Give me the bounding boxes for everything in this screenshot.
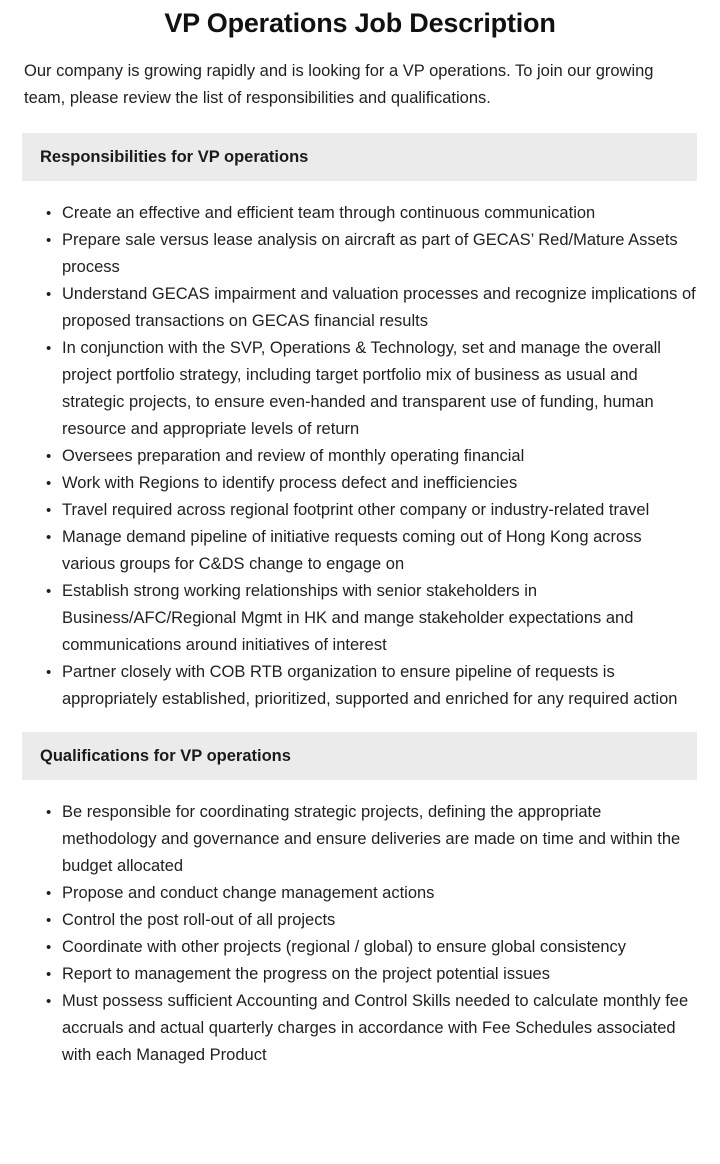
section-responsibilities	[0, 133, 720, 713]
section-header-qualifications	[22, 732, 697, 780]
qualifications-list	[0, 780, 720, 1069]
list-item: • Report to management the progress on the project potential issues	[46, 961, 696, 988]
section-qualifications	[0, 732, 720, 1069]
list-item: • Control the post roll-out of all projects	[46, 907, 696, 934]
section-header-responsibilities	[22, 133, 697, 181]
list-item: • Work with Regions to identify process defect and inefficiencies	[46, 470, 696, 497]
list-item: • Oversees preparation and review of monthly operating financial	[46, 443, 696, 470]
list-item: • Manage demand pipeline of initiative requests coming out of Hong Kong across various groups for C&DS change to engage on	[46, 524, 696, 578]
intro-paragraph: Our company is growing rapidly and is looking for a VP operations. To join our growing team, please review the list of responsibilities and qualifications.	[24, 62, 654, 107]
list-item: • Understand GECAS impairment and valuation processes and recognize implications of proposed transactions on GECAS financial results	[46, 281, 696, 335]
section-heading-label: Qualifications for VP operations	[40, 747, 291, 765]
list-item: • Be responsible for coordinating strategic projects, defining the appropriate methodology and governance and ensure deliveries are made on time and within the budget allocated	[46, 799, 696, 880]
list-item: • Prepare sale versus lease analysis on aircraft as part of GECAS’ Red/Mature Assets process	[46, 227, 696, 281]
section-heading-label: Responsibilities for VP operations	[40, 148, 309, 166]
responsibilities-list	[0, 181, 720, 713]
list-item: • Establish strong working relationships with senior stakeholders in Business/AFC/Regional Mgmt in HK and mange stakeholder expectations and communications around initiatives of interest	[46, 578, 696, 659]
list-item: • Partner closely with COB RTB organization to ensure pipeline of requests is appropriately established, prioritized, supported and enriched for any required action	[46, 659, 696, 713]
list-item: • In conjunction with the SVP, Operations & Technology, set and manage the overall project portfolio strategy, including target portfolio mix of business as usual and strategic projects, to ensure even-handed and transparent use of funding, human resource and appropriate levels of return	[46, 335, 696, 443]
list-item: • Create an effective and efficient team through continuous communication	[46, 200, 696, 227]
list-item: • Coordinate with other projects (regional / global) to ensure global consistency	[46, 934, 696, 961]
list-item: • Must possess sufficient Accounting and Control Skills needed to calculate monthly fee accruals and actual quarterly charges in accordance with Fee Schedules associated with each Managed Product	[46, 988, 696, 1069]
page-title: VP Operations Job Description	[164, 8, 556, 38]
list-item: • Propose and conduct change management actions	[46, 880, 696, 907]
list-item: • Travel required across regional footprint other company or industry-related travel	[46, 497, 696, 524]
